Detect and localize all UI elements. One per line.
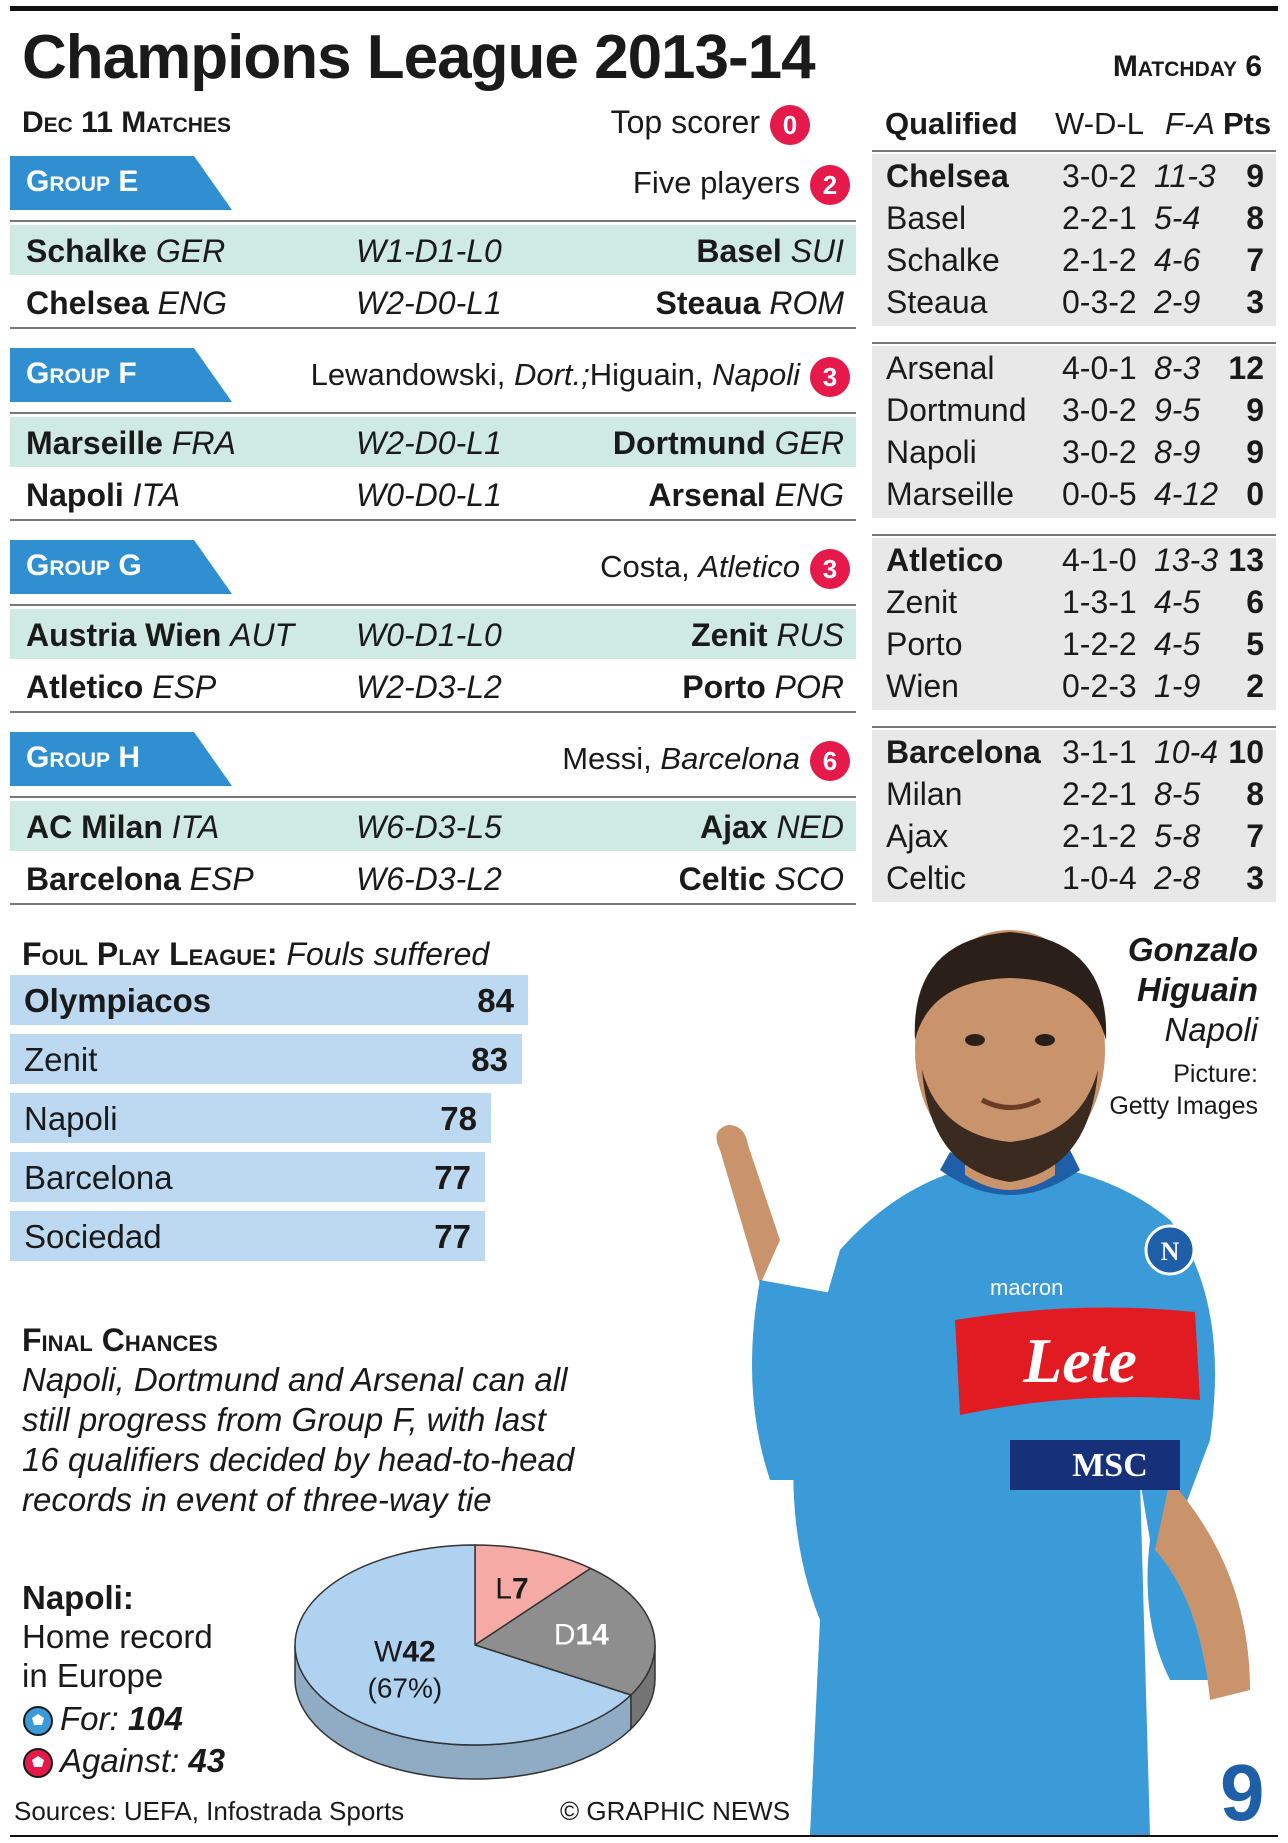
pie-label-d: D14 [553, 1618, 609, 1652]
standings-row: Schalke 2-1-2 4-6 7 [886, 242, 1264, 278]
home-team: Marseille [26, 425, 163, 461]
home-country: ENG [157, 285, 227, 321]
copyright: © GRAPHIC NEWS [560, 1796, 791, 1826]
goals-badge: 6 [810, 741, 850, 781]
group-g-standings [872, 538, 1276, 710]
goals-against [22, 1742, 225, 1780]
top-rule [10, 6, 1278, 11]
group-f-scorer [311, 357, 850, 397]
goals-badge: 0 [770, 105, 810, 145]
foul-play-title [22, 936, 489, 973]
scorer-name: Lewandowski, [310, 357, 506, 393]
credit-line: Picture: [1173, 1060, 1258, 1088]
away-country: SCO [774, 861, 844, 897]
final-chances-title: Final Chances [22, 1322, 218, 1358]
standings-header [885, 106, 1275, 146]
matchday-label: Matchday 6 [1112, 50, 1262, 83]
h2h-record: W2-D0-L1 [356, 425, 502, 461]
page-title: Champions League 2013-14 [22, 23, 815, 92]
standings-row: Marseille 0-0-5 4-12 0 [886, 476, 1264, 512]
h2h-record: W0-D1-L0 [356, 617, 502, 653]
pie-percent-label: (67%) [367, 1672, 443, 1704]
away-team: Celtic [678, 861, 766, 897]
group-h-scorer [562, 741, 850, 781]
divider [10, 604, 856, 606]
foul-value: 83 [471, 1041, 508, 1078]
away-country: ENG [774, 477, 844, 513]
standings-row: Porto 1-2-2 4-5 5 [886, 626, 1264, 662]
standings-row: Milan 2-2-1 8-5 8 [886, 776, 1264, 812]
home-team: Atletico [26, 669, 144, 705]
goals-badge: 3 [810, 549, 850, 589]
group-h-standings [872, 730, 1276, 902]
home-country: ESP [152, 669, 217, 705]
credit-line: Getty Images [1109, 1092, 1258, 1120]
group-e-label: Group E [26, 165, 139, 198]
group-g-tag [10, 540, 232, 594]
scorer-name: Messi, [562, 741, 652, 777]
home-team: Chelsea [26, 285, 149, 321]
group-g-label: Group G [26, 549, 142, 582]
divider [10, 796, 856, 798]
away-team: Steaua [655, 285, 761, 321]
for-label: For: [60, 1700, 119, 1737]
h2h-record: W6-D3-L5 [356, 809, 502, 845]
kit-brand: macron [990, 1275, 1064, 1300]
away-country: GER [774, 425, 844, 461]
foul-bar [10, 1093, 491, 1143]
home-country: ITA [132, 477, 181, 513]
match-row [10, 853, 856, 903]
away-team: Porto [682, 669, 766, 705]
pts-header: Pts [1223, 106, 1272, 141]
home-team: Barcelona [26, 861, 181, 897]
away-team: Ajax [699, 809, 768, 845]
h2h-record: W0-D0-L1 [356, 477, 502, 513]
divider [872, 150, 1276, 152]
pie-label-w: W42 [374, 1635, 436, 1669]
goals-badge: 3 [810, 357, 850, 397]
away-team: Zenit [691, 617, 768, 653]
standings-row: Arsenal 4-0-1 8-3 12 [886, 350, 1264, 386]
away-team: Arsenal [648, 477, 766, 513]
standings-row: Zenit 1-3-1 4-5 6 [886, 584, 1264, 620]
group-f-standings [872, 346, 1276, 518]
final-chances-text: Napoli, Dortmund and Arsenal can all still progress from Group F, with last 16 qualifiers decided by head-to-head records in event of three-way tie [22, 1361, 575, 1518]
scorer-name: Higuain, [589, 357, 704, 393]
standings-row: Celtic 1-0-4 2-8 3 [886, 860, 1264, 896]
home-country: FRA [171, 425, 236, 461]
scorer-club: Napoli [712, 357, 800, 393]
foul-play-heading: Foul Play League: [22, 936, 278, 972]
foul-bar [10, 1152, 485, 1202]
foul-bar [10, 975, 528, 1025]
scorer-club: Atletico [698, 549, 800, 585]
scorer-club: Barcelona [660, 741, 800, 777]
divider [10, 412, 856, 414]
scorer-club: Dort.; [513, 357, 590, 393]
match-row [10, 661, 856, 711]
match-row [10, 225, 856, 275]
away-country: POR [774, 669, 844, 705]
home-team: Schalke [26, 233, 147, 269]
group-e-tag [10, 156, 232, 210]
group-h-tag [10, 732, 232, 786]
foul-bar [10, 1034, 522, 1084]
standings-row: Chelsea 3-0-2 11-3 9 [886, 158, 1264, 194]
standings-row: Wien 0-2-3 1-9 2 [886, 668, 1264, 704]
against-label: Against: [60, 1742, 180, 1779]
pie-label-l: L7 [495, 1572, 529, 1606]
sponsor-text: Lete [1023, 1325, 1137, 1396]
group-f-label: Group F [26, 357, 137, 390]
goals-for [22, 1700, 183, 1738]
player-last-name: Higuain [1137, 971, 1258, 1008]
napoli-record-title: Napoli: [22, 1579, 134, 1616]
home-country: ESP [189, 861, 254, 897]
away-team: Basel [696, 233, 782, 269]
football-blue-icon [22, 1705, 54, 1737]
h2h-record: W1-D1-L0 [356, 233, 502, 269]
foul-team: Napoli [24, 1100, 118, 1137]
home-team: Napoli [26, 477, 124, 513]
group-g-scorer [600, 549, 850, 589]
napoli-record-desc: Home record [22, 1618, 213, 1655]
home-country: AUT [230, 617, 295, 653]
sponsor-2-text: MSC [1072, 1447, 1148, 1484]
napoli-record-label [22, 1578, 213, 1695]
foul-team: Barcelona [24, 1159, 173, 1196]
home-team: AC Milan [26, 809, 163, 845]
shirt-number: 9 [1220, 1748, 1265, 1835]
home-country: ITA [171, 809, 220, 845]
away-country: RUS [776, 617, 844, 653]
top-scorer-label: Top scorer [610, 104, 760, 140]
standings-row: Basel 2-2-1 5-4 8 [886, 200, 1264, 236]
match-row [10, 469, 856, 519]
divider [10, 903, 856, 905]
standings-row: Ajax 2-1-2 5-8 7 [886, 818, 1264, 854]
football-red-icon [22, 1747, 54, 1779]
standings-row: Napoli 3-0-2 8-9 9 [886, 434, 1264, 470]
away-country: NED [776, 809, 844, 845]
standings-row: Dortmund 3-0-2 9-5 9 [886, 392, 1264, 428]
match-row [10, 609, 856, 659]
divider [10, 519, 856, 521]
player-caption [1128, 930, 1258, 1050]
foul-value: 84 [477, 982, 514, 1019]
standings-row: Steaua 0-3-2 2-9 3 [886, 284, 1264, 320]
standings-row: Atletico 4-1-0 13-3 13 [886, 542, 1264, 578]
napoli-record-desc: in Europe [22, 1657, 164, 1694]
svg-text:N: N [1160, 1237, 1180, 1266]
photo-credit [1109, 1058, 1258, 1122]
divider [872, 534, 1276, 536]
player-first-name: Gonzalo [1127, 931, 1258, 968]
foul-team: Sociedad [24, 1218, 162, 1255]
divider [872, 726, 1276, 728]
divider [872, 342, 1276, 344]
against-value: 43 [188, 1742, 226, 1779]
wdl-header: W-D-L [1055, 106, 1144, 141]
footer-rule [10, 1835, 1278, 1837]
group-e-standings [872, 154, 1276, 326]
standings-row: Barcelona 3-1-1 10-4 10 [886, 734, 1264, 770]
scorer-name: Costa, [600, 549, 690, 585]
foul-team: Zenit [24, 1041, 98, 1078]
top-scorer-header [460, 104, 810, 145]
divider [10, 220, 856, 222]
divider [10, 327, 856, 329]
match-row [10, 801, 856, 851]
h2h-record: W2-D3-L2 [356, 669, 502, 705]
match-row [10, 277, 856, 327]
player-club: Napoli [1164, 1011, 1258, 1048]
group-h-label: Group H [26, 741, 141, 774]
h2h-record: W2-D0-L1 [356, 285, 502, 321]
h2h-record: W6-D3-L2 [356, 861, 502, 897]
foul-value: 78 [440, 1100, 477, 1137]
foul-bar [10, 1211, 485, 1261]
foul-value: 77 [434, 1218, 471, 1255]
fa-header: F-A [1165, 106, 1215, 141]
away-team: Dortmund [612, 425, 766, 461]
away-country: ROM [769, 285, 844, 321]
home-country: GER [155, 233, 226, 269]
for-value: 104 [127, 1700, 183, 1737]
sources: Sources: UEFA, Infostrada Sports [14, 1796, 405, 1826]
away-country: SUI [790, 233, 844, 269]
foul-play-subtitle: Fouls suffered [286, 936, 490, 972]
divider [10, 711, 856, 713]
group-e-scorer-name: Five players [632, 165, 800, 201]
date-label: Dec 11 Matches [22, 106, 231, 139]
group-e-scorer [633, 165, 850, 205]
foul-team: Olympiacos [24, 982, 212, 1019]
home-record-pie-chart [280, 1540, 670, 1790]
match-row [10, 417, 856, 467]
group-f-tag [10, 348, 232, 402]
qualified-header: Qualified [885, 106, 1018, 141]
foul-value: 77 [434, 1159, 471, 1196]
home-team: Austria Wien [26, 617, 222, 653]
goals-badge: 2 [810, 165, 850, 205]
